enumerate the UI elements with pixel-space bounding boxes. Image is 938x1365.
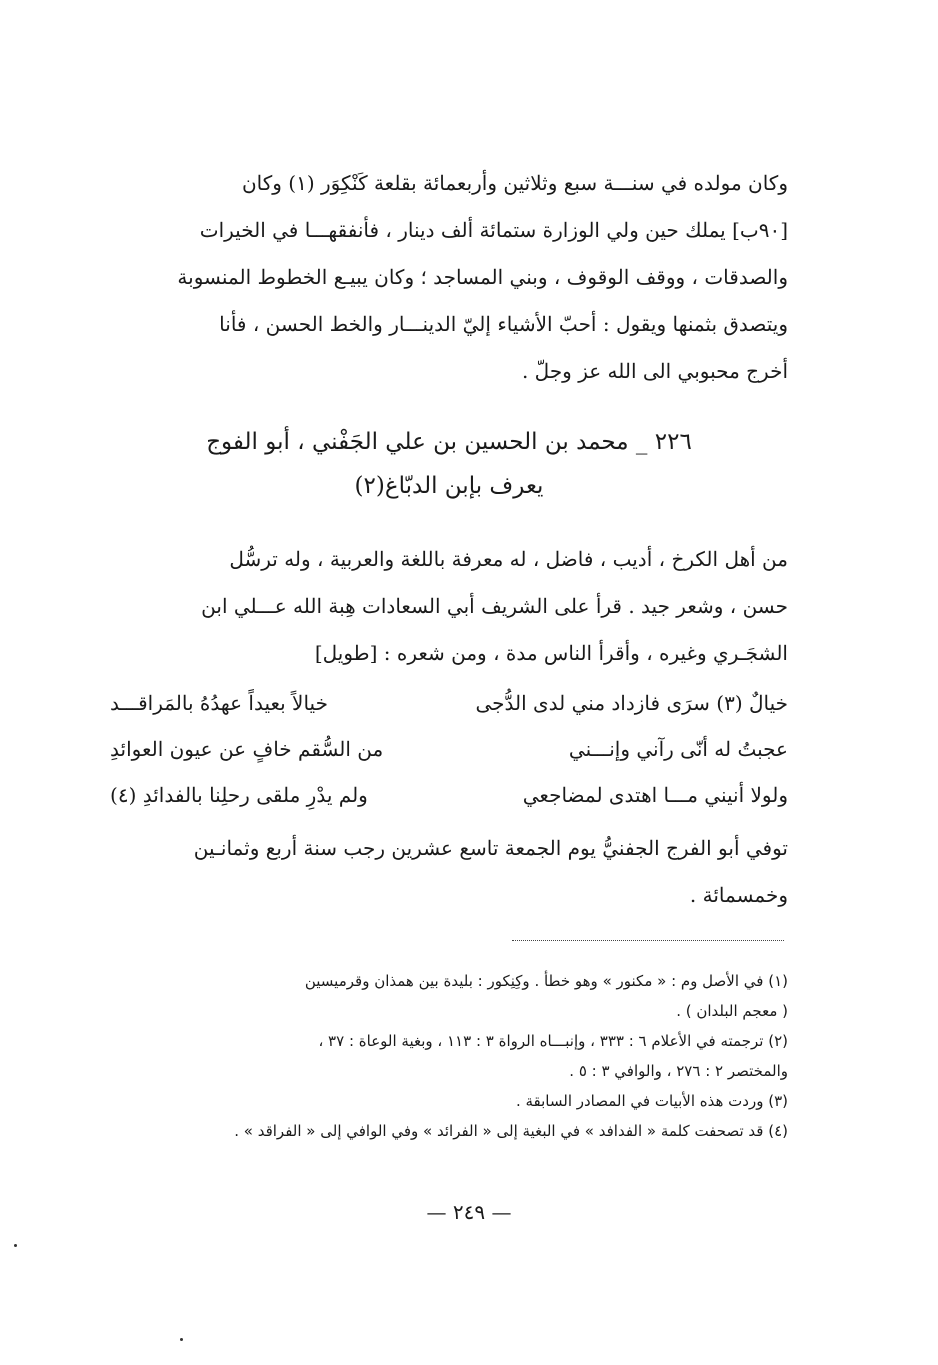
footnotes	[110, 966, 788, 1146]
footnote-line: والمختصر ٢ : ٢٧٦ ، والوافي ٣ : ٥ .	[569, 1062, 788, 1080]
footnote-line: (٢) ترجمته في الأعلام ٦ : ٣٣٣ ، وإنبـــاه الرواة ٣ : ١١٣ ، وبغية الوعاة : ٣٧ ،	[318, 1032, 788, 1050]
text-line: والصدقات ، ووقف الوقوف ، وبني المساجد ؛ وكان يبيـع الخطوط المنسوبة	[177, 265, 788, 289]
entry-subheading: يعرف بإبن الدبّاغ(٢)	[354, 473, 544, 499]
verse-second-hemistich: ولم يدْرِ ملقى رحلِنا بالفدائدِ (٤)	[110, 783, 368, 807]
verse-first-hemistich: خيالٌ (٣) سرَى فازداد مني لدى الدُّجى	[475, 691, 788, 715]
text-line: وخمسمائة .	[689, 883, 788, 907]
poem-block	[110, 680, 788, 818]
footnote-line: (٣) وردت هذه الأبيات في المصادر السابقة .	[515, 1092, 788, 1110]
poem-verse	[110, 772, 788, 818]
paragraph-main-1	[110, 160, 788, 395]
text-line: وكان مولده في سنـــة سبع وثلاثين وأربعمائة بقلعة كَنْكِوَر (١) وكان	[241, 171, 788, 195]
paragraph-death	[110, 825, 788, 919]
poem-verse	[110, 680, 788, 726]
footnote-line: ( معجم البلدان ) .	[676, 1002, 788, 1020]
text-line: الشجَـري وغيره ، وأقرأ الناس مدة ، ومن شعره : [طويل]	[314, 641, 788, 665]
footnote-separator	[512, 940, 784, 941]
verse-second-hemistich: خيالاً بعيداً عهدُهُ بالمَراقـــد	[110, 691, 328, 715]
verse-first-hemistich: عجبتُ له أنّى رآني وإنـــني	[568, 737, 788, 761]
scan-speck	[14, 1244, 17, 1247]
text-line: توفي أبو الفرج الجفنيُّ يوم الجمعة تاسع عشرين رجب سنة أربع وثمانـين	[193, 836, 788, 860]
text-line: ويتصدق بثمنها ويقول : أحبّ الأشياء إليّ الدينـــار والخط الحسن ، فأنا	[219, 312, 788, 336]
verse-second-hemistich: من السُّقم خافٍ عن عيون العوائدِ	[110, 737, 384, 761]
text-line: [٩٠ب] يملك حين ولي الوزارة ستمائة ألف دينار ، فأنفقهـــا في الخيرات	[199, 218, 788, 242]
footnote-line: (١) في الأصل وم : « مكنور » وهو خطأ . وكِنِكور : بليدة بين همذان وقرميسين	[304, 972, 788, 990]
verse-first-hemistich: ولولا أنيني مـــا اهتدى لمضاجعي	[522, 783, 788, 807]
poem-verse	[110, 726, 788, 772]
entry-heading: ٢٢٦ _ محمد بن الحسين بن علي الجَفْني ، أبو الفوج	[206, 429, 692, 455]
text-line: من أهل الكرخ ، أديب ، فاضل ، له معرفة باللغة والعربية ، وله ترسُّل	[229, 547, 788, 571]
text-line: أخرج محبوبي الى الله عز وجلّ .	[521, 359, 788, 383]
page-number: — ٢٤٩ —	[426, 1200, 512, 1224]
footnote-line: (٤) قد تصحفت كلمة « الفدافد » في البغية إلى « الفرائد » وفي الوافي إلى « الفراقد » .	[234, 1122, 788, 1140]
text-line: حسن ، وشعر جيد . قرأ على الشريف أبي السعادات هِبة الله عـــلي ابن	[201, 594, 788, 618]
paragraph-biography	[110, 536, 788, 677]
scan-speck	[180, 1338, 183, 1341]
